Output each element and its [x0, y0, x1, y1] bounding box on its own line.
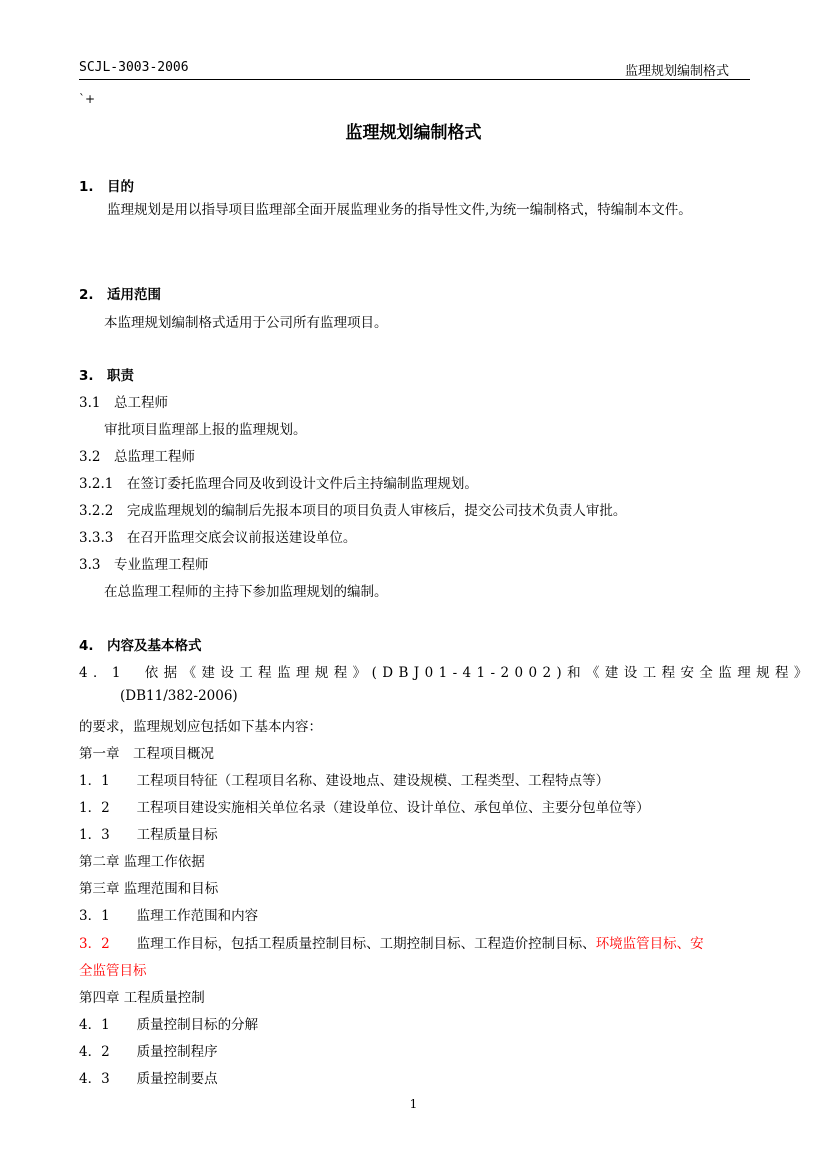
section-4-line: 3．1 监理工作范围和内容	[79, 908, 259, 924]
section-4-line: 的要求，监理规划应包括如下基本内容：	[79, 719, 322, 735]
highlight-text-continued: 全监管目标	[79, 963, 147, 979]
section-4-line: 4．1 依据《建设工程监理规程》(DBJ01-41-2002)和《建设工程安全监理规程》	[79, 665, 813, 681]
page-number: 1	[409, 1097, 418, 1111]
section-2-body: 本监理规划编制格式适用于公司所有监理项目。	[104, 315, 388, 331]
section-3-line: 3.1 总工程师	[79, 395, 168, 411]
line-text: 监理工作目标，包括工程质量控制目标、工期控制目标、工程造价控制目标、	[109, 936, 596, 952]
section-4-line: 第三章 监理范围和目标	[79, 881, 219, 897]
section-4-line-highlighted	[79, 932, 704, 952]
highlight-text: 环境监管目标、安	[595, 936, 704, 952]
section-4-line: 4．2 质量控制程序	[79, 1044, 218, 1060]
section-4-line: (DB11/382-2006)	[120, 688, 238, 704]
section-4-line: 第四章 工程质量控制	[79, 990, 205, 1006]
highlight-number: 3．2	[79, 936, 110, 952]
section-3-line: 3.3 专业监理工程师	[79, 557, 209, 573]
header-doc-title: 监理规划编制格式	[624, 64, 729, 79]
header-doc-code: SCJL-3003-2006	[79, 60, 189, 75]
section-3-heading: 3. 职责	[79, 368, 135, 384]
section-3-line: 3.2 总监理工程师	[79, 449, 195, 465]
section-3-line: 3.2.2 完成监理规划的编制后先报本项目的项目负责人审核后，提交公司技术负责人审批。	[79, 503, 627, 519]
section-4-line: 第二章 监理工作依据	[79, 854, 205, 870]
header-divider	[79, 79, 750, 80]
section-3-line: 审批项目监理部上报的监理规划。	[104, 422, 307, 438]
section-4-line: 第一章 工程项目概况	[79, 746, 214, 762]
section-1-body: 监理规划是用以指导项目监理部全面开展监理业务的指导性文件,为统一编制格式，特编制本文件。	[107, 202, 692, 218]
section-3-line: 在总监理工程师的主持下参加监理规划的编制。	[104, 584, 388, 600]
section-4-heading: 4. 内容及基本格式	[79, 638, 202, 654]
page-title: 监理规划编制格式	[345, 123, 482, 143]
section-4-line: 1．3 工程质量目标	[79, 827, 218, 843]
marker-text: `+	[79, 92, 96, 106]
section-4-line: 1．2 工程项目建设实施相关单位名录（建设单位、设计单位、承包单位、主要分包单位等）	[79, 800, 650, 816]
section-2-heading: 2. 适用范围	[79, 287, 162, 303]
section-3-line: 3.2.1 在签订委托监理合同及收到设计文件后主持编制监理规划。	[79, 476, 478, 492]
section-4-line: 4．1 质量控制目标的分解	[79, 1017, 259, 1033]
section-3-line: 3.3.3 在召开监理交底会议前报送建设单位。	[79, 530, 357, 546]
section-4-line: 1．1 工程项目特征（工程项目名称、建设地点、建设规模、工程类型、工程特点等）	[79, 773, 610, 789]
section-4-line: 4．3 质量控制要点	[79, 1071, 218, 1087]
section-1-heading: 1. 目的	[79, 179, 135, 195]
